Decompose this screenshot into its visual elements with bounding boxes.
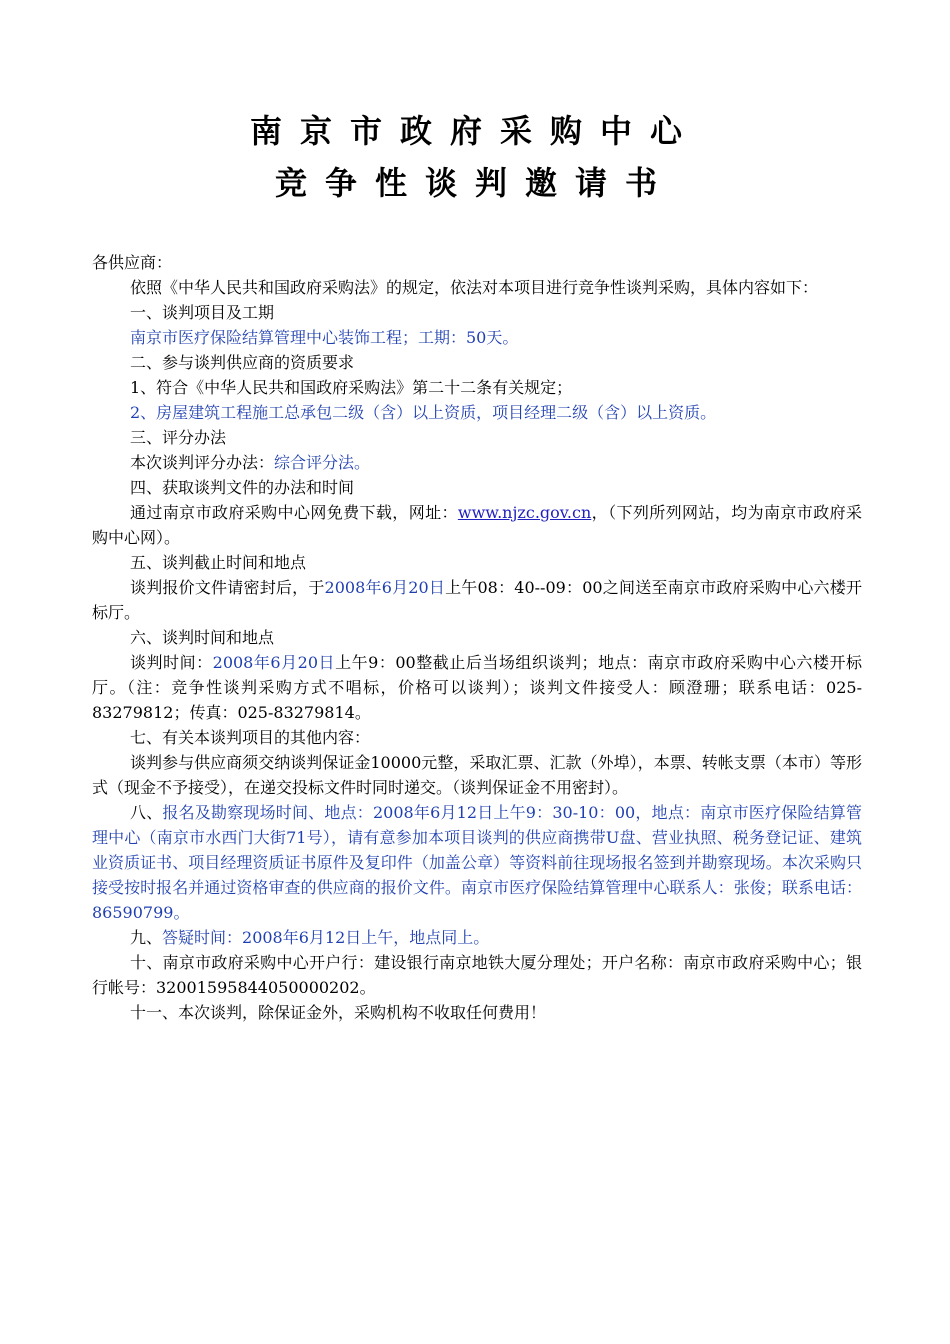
section-4-content: [92, 500, 862, 550]
section-2-heading: 二、参与谈判供应商的资质要求: [130, 353, 355, 372]
section-4-tail: ，（下列所列网站，均为南京市政府采购中心网）。: [92, 503, 862, 547]
section-3-heading: 三、评分办法: [130, 428, 227, 447]
section-5-lead: 谈判报价文件请密封后，于: [130, 578, 325, 597]
section-2-item-1: 1、符合《中华人民共和国政府采购法》第二十二条有关规定；: [130, 378, 573, 397]
section-8-paragraph: [92, 800, 862, 925]
section-5-tail: 上午08：40--09：00之间送至南京市政府采购中心六楼开标厅。: [92, 578, 862, 622]
salutation: 各供应商：: [92, 253, 173, 272]
section-4-lead: 通过南京市政府采购中心网免费下载，网址：: [130, 503, 458, 522]
deadline-date: 2008年6月20日: [324, 578, 446, 597]
section-9-number: 九、: [130, 928, 163, 947]
intro-paragraph: 依照《中华人民共和国政府采购法》的规定，依法对本项目进行竞争性谈判采购，具体内容如下：: [130, 278, 819, 297]
section-8-content: 报名及勘察现场时间、地点：2008年6月12日上午9：30-10：00，地点：南京市医疗保险结算管理中心（南京市水西门大街71号），请有意参加本项目谈判的供应商携带U盘、营业执照、税务登记证、建筑业资质证书、项目经理资质证书原件及复印件（加盖公章）等资料前往现场报名签到并勘察现场。本次采购只接受按时报名并通过资格审查的供应商的报价文件。南京市医疗保险结算管理中心联系人：张俊；联系电话：86590799。: [92, 803, 862, 922]
section-2-item-2: 2、房屋建筑工程施工总承包二级（含）以上资质，项目经理二级（含）以上资质。: [130, 403, 717, 422]
section-1-content: 南京市医疗保险结算管理中心装饰工程；工期：50天。: [130, 328, 519, 347]
section-6-tail: 上午9：00整截止后当场组织谈判；地点：南京市政府采购中心六楼开标厅。（注：竞争性谈判采购方式不唱标，价格可以谈判）；谈判文件接受人：顾澄珊；联系电话：025-83279812；传真：025-83279814。: [92, 653, 862, 722]
section-4-heading: 四、获取谈判文件的办法和时间: [130, 478, 355, 497]
section-3-content: [92, 450, 862, 475]
section-9-paragraph: [92, 925, 862, 950]
section-1-heading: 一、谈判项目及工期: [130, 303, 275, 322]
negotiation-date: 2008年6月20日: [212, 653, 336, 672]
section-6-content: [92, 650, 862, 725]
document-title-type: 竞争性谈判邀请书: [274, 164, 675, 202]
section-11-paragraph: 十一、本次谈判，除保证金外，采购机构不收取任何费用！: [130, 1003, 547, 1022]
section-5-content: [92, 575, 862, 625]
section-5-heading: 五、谈判截止时间和地点: [130, 553, 307, 572]
section-7-heading: 七、有关本谈判项目的其他内容：: [130, 728, 371, 747]
section-7-content: 谈判参与供应商须交纳谈判保证金10000元整，采取汇票、汇款（外埠），本票、转帐支票（本市）等形式（现金不予接受），在递交投标文件时同时递交。（谈判保证金不用密封）。: [92, 753, 862, 797]
section-10-paragraph: 十、南京市政府采购中心开户行：建设银行南京地铁大厦分理处；开户名称：南京市政府采购中心；银行帐号：32001595844050000202。: [92, 953, 862, 997]
section-6-heading: 六、谈判时间和地点: [130, 628, 275, 647]
section-8-number: 八、: [130, 803, 163, 822]
document-title-org: 南京市政府采购中心: [249, 112, 700, 150]
document-body: [92, 250, 862, 1025]
section-3-lead: 本次谈判评分办法：: [130, 453, 275, 472]
section-6-lead: 谈判时间：: [130, 653, 213, 672]
section-9-content: 答疑时间：2008年6月12日上午，地点同上。: [162, 928, 490, 947]
evaluation-method: 综合评分法。: [274, 453, 371, 472]
website-link[interactable]: www.njzc.gov.cn: [457, 503, 592, 522]
